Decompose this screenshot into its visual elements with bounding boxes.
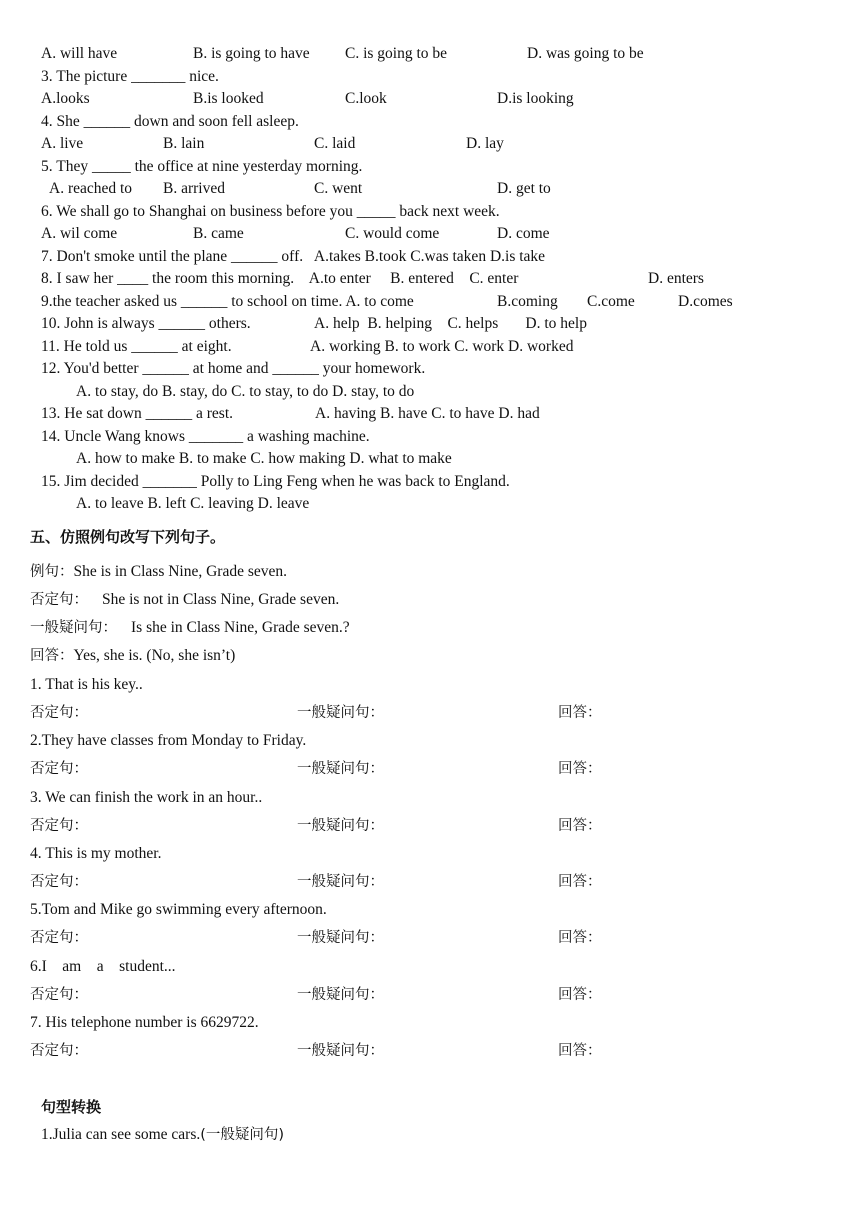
- mc-text: A. to leave B. left C. leaving D. leave: [76, 495, 310, 512]
- mc-text: C. is going to be: [345, 45, 448, 62]
- rewrite-answer-row: [30, 985, 830, 1005]
- mc-text: D. lay: [466, 135, 504, 152]
- rewrite-item-sentence: 3. We can finish the work in an hour..: [30, 788, 263, 806]
- rewrite-answer-row: [30, 1041, 830, 1061]
- mc-text: 3. The picture _______ nice.: [41, 68, 219, 85]
- mc-text: 8. I saw her ____ the room this morning. A.to enter B. entered C. enter: [41, 270, 519, 287]
- answer-sentence: Yes, she is. (No, she isn’t): [73, 647, 236, 664]
- rewrite-answer-row: [30, 872, 830, 892]
- mc-text: 11. He told us ______ at eight.: [41, 338, 232, 355]
- mc-text: B. came: [193, 225, 244, 242]
- transform-item-1-instruction: (一般疑问句): [200, 1127, 285, 1143]
- question-label: 一般疑问句：: [297, 705, 384, 721]
- mc-text: D. enters: [648, 270, 704, 287]
- mc-text: 12. You'd better ______ at home and ______ your homework.: [41, 360, 426, 377]
- negative-label: 否定句：: [30, 817, 88, 834]
- mc-text: C. would come: [345, 225, 440, 242]
- mc-text: C.come: [587, 293, 635, 310]
- mc-text: D. get to: [497, 180, 551, 197]
- section-five-title: 五、仿照例句改写下列句子。: [30, 528, 226, 546]
- mc-text: A. working B. to work C. work D. worked: [310, 338, 574, 355]
- mc-text: 13. He sat down ______ a rest.: [41, 405, 233, 422]
- mc-text: B.is looked: [193, 90, 264, 107]
- example-answer-line: [30, 646, 235, 666]
- transform-item-1: [41, 1125, 284, 1145]
- mc-text: A. live: [41, 135, 84, 152]
- answer-label: 回答：: [558, 1042, 602, 1059]
- answer-label: 回答：: [558, 930, 602, 947]
- mc-text: C.look: [345, 90, 387, 107]
- mc-text: 7. Don't smoke until the plane ______ off. A.takes B.took C.was taken D.is take: [41, 248, 546, 265]
- mc-text: A. reached to: [49, 180, 133, 197]
- question-label: 一般疑问句：: [30, 620, 117, 636]
- question-label: 一般疑问句：: [297, 1042, 384, 1059]
- mc-text: 9.the teacher asked us ______ to school on time. A. to come: [41, 293, 414, 310]
- mc-text: A. will have: [41, 45, 118, 62]
- mc-text: B.coming: [497, 293, 558, 310]
- negative-label: 否定句：: [30, 986, 88, 1003]
- section-six-title: 句型转换: [41, 1098, 102, 1116]
- example-question-line: [30, 618, 350, 638]
- mc-text: A. help B. helping C. helps D. to help: [314, 315, 587, 332]
- answer-label: 回答：: [30, 648, 74, 664]
- rewrite-item-sentence: 2.They have classes from Monday to Friday.: [30, 732, 307, 750]
- mc-text: C. went: [314, 180, 363, 197]
- mc-text: 5. They _____ the office at nine yesterday morning.: [41, 158, 363, 175]
- answer-label: 回答：: [558, 705, 602, 721]
- mc-text: A. how to make B. to make C. how making D. what to make: [76, 450, 452, 467]
- mc-text: D.is looking: [497, 90, 574, 107]
- negative-sentence: She is not in Class Nine, Grade seven.: [102, 591, 340, 608]
- mc-text: A.looks: [41, 90, 90, 107]
- mc-text: 6. We shall go to Shanghai on business before you _____ back next week.: [41, 203, 500, 220]
- answer-label: 回答：: [558, 817, 602, 834]
- question-label: 一般疑问句：: [297, 930, 384, 947]
- negative-label: 否定句：: [30, 592, 88, 608]
- rewrite-item-sentence: 7. His telephone number is 6629722.: [30, 1013, 259, 1031]
- negative-label: 否定句：: [30, 873, 88, 890]
- mc-text: D. was going to be: [527, 45, 644, 62]
- rewrite-item-sentence: 6.I am a student...: [30, 957, 176, 975]
- mc-text: A. having B. have C. to have D. had: [315, 405, 540, 422]
- transform-item-1-sentence: 1.Julia can see some cars.: [41, 1126, 201, 1143]
- question-label: 一般疑问句：: [297, 873, 384, 890]
- rewrite-answer-row: [30, 928, 830, 948]
- question-label: 一般疑问句：: [297, 986, 384, 1003]
- mc-text: C. laid: [314, 135, 356, 152]
- mc-text: B. lain: [163, 135, 205, 152]
- example-line: [30, 562, 287, 582]
- mc-text: 10. John is always ______ others.: [41, 315, 251, 332]
- question-label: 一般疑问句：: [297, 761, 384, 778]
- rewrite-item-sentence: 4. This is my mother.: [30, 844, 162, 862]
- mc-text: D. come: [497, 225, 550, 242]
- answer-label: 回答：: [558, 986, 602, 1003]
- negative-label: 否定句：: [30, 705, 88, 721]
- answer-label: 回答：: [558, 761, 602, 778]
- question-label: 一般疑问句：: [297, 817, 384, 834]
- negative-label: 否定句：: [30, 1042, 88, 1059]
- mc-text: B. is going to have: [193, 45, 310, 62]
- mc-text: 4. She ______ down and soon fell asleep.: [41, 113, 299, 130]
- mc-text: D.comes: [678, 293, 733, 310]
- question-sentence: Is she in Class Nine, Grade seven.?: [131, 619, 350, 636]
- example-negative-line: [30, 590, 339, 610]
- example-label: 例句：: [30, 564, 74, 580]
- rewrite-answer-row: [30, 759, 830, 779]
- rewrite-item-sentence: 1. That is his key..: [30, 676, 143, 693]
- mc-text: A. to stay, do B. stay, do C. to stay, to do D. stay, to do: [76, 383, 415, 400]
- rewrite-item-sentence: 5.Tom and Mike go swimming every afternoon.: [30, 901, 327, 919]
- negative-label: 否定句：: [30, 761, 88, 778]
- mc-text: A. wil come: [41, 225, 118, 242]
- rewrite-answer-row: [30, 703, 830, 723]
- rewrite-answer-row: [30, 816, 830, 836]
- example-sentence: She is in Class Nine, Grade seven.: [73, 563, 288, 580]
- mc-text: B. arrived: [163, 180, 225, 197]
- negative-label: 否定句：: [30, 930, 88, 947]
- answer-label: 回答：: [558, 873, 602, 890]
- mc-text: 15. Jim decided _______ Polly to Ling Feng when he was back to England.: [41, 473, 510, 490]
- mc-text: 14. Uncle Wang knows _______ a washing machine.: [41, 428, 370, 445]
